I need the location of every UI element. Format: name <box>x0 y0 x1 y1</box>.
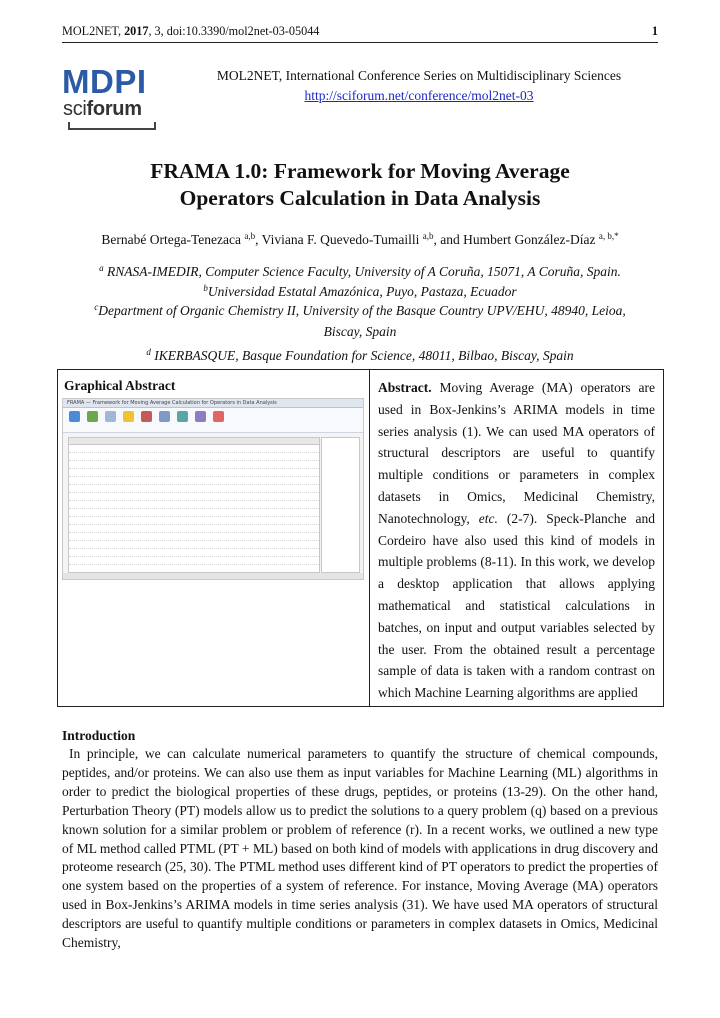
abstract-box <box>57 369 664 707</box>
open-icon <box>69 411 80 422</box>
author-affil-mark: a,b <box>244 231 256 241</box>
variable-list <box>321 437 360 573</box>
introduction-text: In principle, we can calculate numerical parameters to quantify the structure of chemical compounds, peptides, and/or proteins. We can also use them as input variables for Machine Learning (ML) algorithms in order to predict the biological properties of these drugs, peptides, or proteins (13-29). On the other hand, Perturbation Theory (PT) models allow us to predict the solutions to a query problem (q) based on a previous known solution for a similar problem or problem of reference (r). In a recent works, we outlined a new type of ML method called PTML (PT + ML) based on both kind of models with applications in drug discovery and proteome research (25, 30). The PTML method uses different kind of PT operators to predict the properties of one system based on the properties of a system of reference. For instance, Moving Average (MA) operators used in Box-Jenkins’s ARIMA models in time series analysis (31). We have used MA operators of structural descriptors are useful to quantify multiple conditions or parameters in complex datasets in Omics, Medicinal Chemistry, <box>62 746 658 951</box>
grid-row <box>69 548 319 549</box>
grid-row <box>69 452 319 453</box>
graphical-abstract-screenshot <box>62 398 364 580</box>
title-line-2: Operators Calculation in Data Analysis <box>179 186 541 210</box>
conference-name: MOL2NET, International Conference Series on Multidisciplinary Sciences <box>216 68 622 83</box>
author-list <box>62 232 658 248</box>
paper-title <box>62 158 658 212</box>
grid-row <box>69 516 319 517</box>
variance-icon <box>141 411 152 422</box>
app-statusbar <box>63 573 363 579</box>
author-affil-mark: a,b <box>422 231 434 241</box>
grid-row <box>69 524 319 525</box>
title-line-1: FRAMA 1.0: Framework for Moving Average <box>150 159 570 183</box>
app-window-title: FRAMA — Framework for Moving Average Calculation for Operators in Data Analysis <box>67 400 277 406</box>
author-sep: , <box>255 232 262 247</box>
abstract-etc: etc. <box>478 510 498 526</box>
affil-mark: a <box>99 263 104 273</box>
running-header <box>62 24 658 39</box>
conference-url <box>180 88 658 104</box>
affil-text: RNASA-IMEDIR, Computer Science Faculty, University of A Coruña, 15071, A Coruña, Spain. <box>107 264 621 279</box>
affiliation-d <box>62 348 658 364</box>
grid-row <box>69 484 319 485</box>
affil-mark: d <box>146 347 151 357</box>
grid-row <box>69 492 319 493</box>
select-icon <box>105 411 116 422</box>
sample-icon <box>159 411 170 422</box>
logo-bracket <box>68 122 156 130</box>
conference-link[interactable]: http://sciforum.net/conference/mol2net-03 <box>304 88 534 103</box>
grid-row <box>69 540 319 541</box>
affiliation-c-cont <box>62 324 658 340</box>
data-grid <box>68 437 320 573</box>
grid-row <box>69 564 319 565</box>
author-name: Humbert González-Díaz <box>463 232 596 247</box>
grid-header <box>69 438 319 445</box>
grid-row <box>69 508 319 509</box>
header-rule <box>62 42 658 43</box>
app-ribbon <box>63 408 363 433</box>
save-icon <box>87 411 98 422</box>
abstract-text <box>378 377 655 704</box>
mdpi-sciforum-logo <box>62 62 156 130</box>
affil-text: Department of Organic Chemistry II, University of the Basque Country UPV/EHU, 48940, Leioa, <box>98 303 626 318</box>
page-number: 1 <box>651 24 658 38</box>
affil-text: Biscay, Spain <box>323 324 397 339</box>
abstract-label: Abstract. <box>378 380 432 395</box>
author-sep: , and <box>433 232 464 247</box>
affiliation-a <box>62 264 658 280</box>
affil-text: Universidad Estatal Amazónica, Puyo, Pastaza, Ecuador <box>207 284 517 299</box>
grid-row <box>69 468 319 469</box>
affil-text: IKERBASQUE, Basque Foundation for Science, 48011, Bilbao, Biscay, Spain <box>154 348 574 363</box>
grid-row <box>69 460 319 461</box>
mean-icon <box>123 411 134 422</box>
abstract-body: Moving Average (MA) operators are used in Box-Jenkins’s ARIMA models in time series analysis (1). We can used MA operators of structural descriptors are useful to quantify multiple conditions or parameters in complex datasets in Omics, Medicinal Chemistry, Nanotechnology, <box>378 380 655 526</box>
author-name: Bernabé Ortega-Tenezaca <box>101 232 242 247</box>
affil-mark: c <box>94 302 99 312</box>
sciforum-wordmark: sciforum <box>63 98 142 120</box>
exit-icon <box>213 411 224 422</box>
export-icon <box>195 411 206 422</box>
mdpi-wordmark: MDPI <box>62 63 147 100</box>
grid-row <box>69 532 319 533</box>
citation: MOL2NET, 2017, 3, doi:10.3390/mol2net-03-05044 <box>62 24 320 38</box>
app-titlebar <box>63 399 363 408</box>
column-divider <box>369 370 370 706</box>
abstract-body-cont: (2-7). Speck-Planche and Cordeiro have also used this kind of models in multiple problems (8-11). In this work, we develop a desktop application that allows applying mathematical and statistical calculations in batches, on input and output variables selected by the user. From the obtained result a percentage sample of data is taken with a random contrast on which Machine Learning algorithms are applied <box>378 510 655 701</box>
grid-row <box>69 500 319 501</box>
graphical-abstract-heading: Graphical Abstract <box>64 378 176 393</box>
affiliation-c <box>62 303 658 319</box>
grid-row <box>69 476 319 477</box>
author-name: Viviana F. Quevedo-Tumailli <box>261 232 420 247</box>
report-icon <box>177 411 188 422</box>
introduction-heading: Introduction <box>62 728 136 743</box>
grid-row <box>69 556 319 557</box>
affil-mark: b <box>203 283 208 293</box>
author-affil-mark: a, b,* <box>598 231 619 241</box>
affiliation-b <box>62 284 658 300</box>
